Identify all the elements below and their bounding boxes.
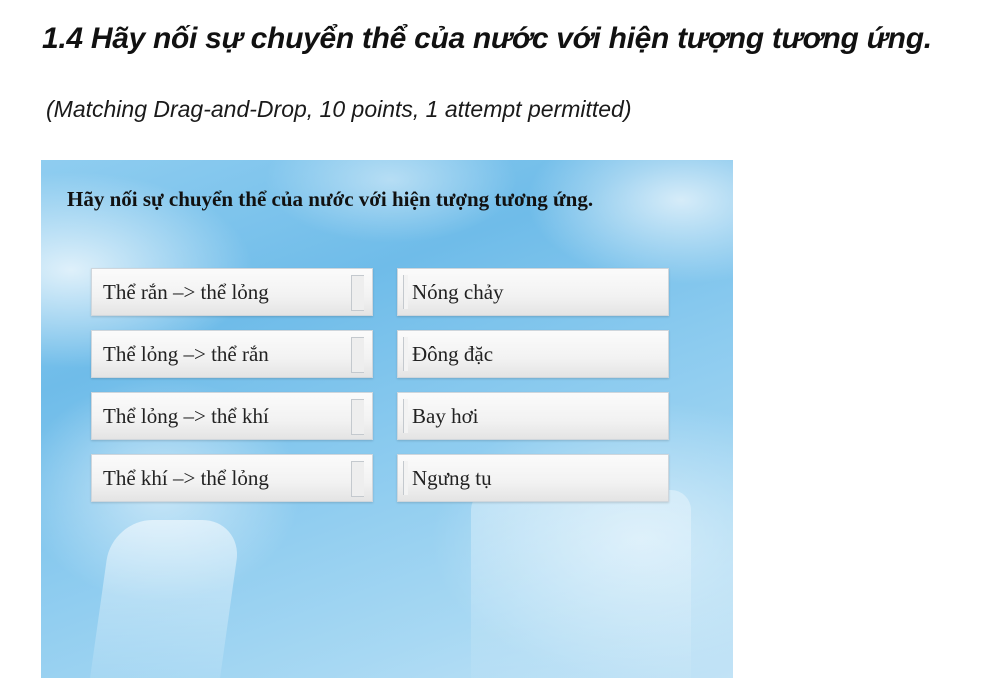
pair-row-2 xyxy=(91,330,671,380)
target-item-3[interactable]: Bay hơi xyxy=(397,392,669,440)
source-item-4[interactable]: Thể khí –> thể lỏng xyxy=(91,454,373,502)
slide-title: Hãy nối sự chuyển thể của nước với hiện tượng tương ứng. xyxy=(67,187,594,211)
source-item-3[interactable]: Thể lỏng –> thể khí xyxy=(91,392,373,440)
target-item-4[interactable]: Ngưng tụ xyxy=(397,454,669,502)
pair-row-3 xyxy=(91,392,671,442)
matching-pairs xyxy=(91,268,671,516)
question-meta: (Matching Drag-and-Drop, 10 points, 1 attempt permitted) xyxy=(46,96,632,122)
target-item-1[interactable]: Nóng chảy xyxy=(397,268,669,316)
pair-row-4 xyxy=(91,454,671,504)
quiz-slide xyxy=(41,160,733,678)
source-item-2[interactable]: Thể lỏng –> thể rắn xyxy=(91,330,373,378)
target-item-2[interactable]: Đông đặc xyxy=(397,330,669,378)
question-title: 1.4 Hãy nối sự chuyển thể của nước với hiện tượng tương ứng. xyxy=(42,22,932,55)
pair-row-1 xyxy=(91,268,671,318)
source-item-1[interactable]: Thể rắn –> thể lỏng xyxy=(91,268,373,316)
